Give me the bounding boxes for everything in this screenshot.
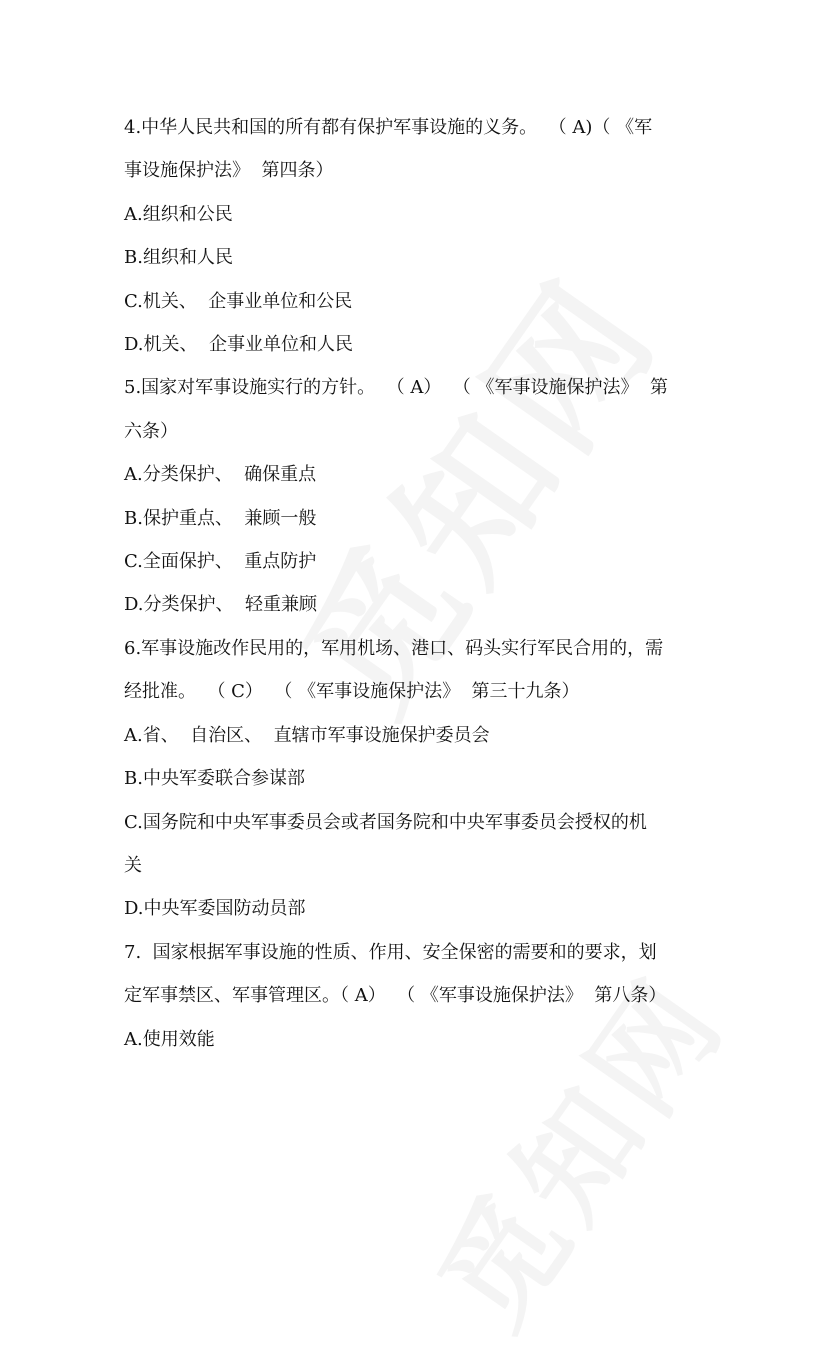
question-7-line-2: 定军事禁区、军事管理区。（ A） （ 《军事设施保护法》 第八条） [124, 985, 667, 1007]
question-6-option-d: D.中央军委国防动员部 [124, 898, 306, 920]
question-6-option-c-line-2: 关 [124, 854, 142, 876]
question-6-option-c-line-1: C.国务院和中央军事委员会或者国务院和中央军事委员会授权的机 [124, 811, 647, 833]
question-5-option-d: D.分类保护、 轻重兼顾 [124, 594, 317, 616]
document-body [124, 106, 714, 1061]
question-5-option-b: B.保护重点、 兼顾一般 [124, 507, 317, 529]
question-4-option-c: C.机关、 企事业单位和公民 [124, 290, 353, 312]
question-4-option-a: A.组织和公民 [124, 203, 233, 225]
question-5-option-c: C.全面保护、 重点防护 [124, 551, 317, 573]
question-7-option-a: A.使用效能 [124, 1028, 215, 1050]
question-6-option-b: B.中央军委联合参谋部 [124, 768, 305, 790]
question-4-option-b: B.组织和人民 [124, 247, 233, 269]
question-5-line-1: 5.国家对军事设施实行的方针。 （ A） （ 《军事设施保护法》 第 [124, 377, 668, 399]
question-4-option-d: D.机关、 企事业单位和人民 [124, 334, 353, 356]
question-7-line-1: 7. 国家根据军事设施的性质、作用、安全保密的需要和的要求，划 [124, 941, 657, 963]
question-6-option-a: A.省、 自治区、 直辖市军事设施保护委员会 [124, 724, 490, 746]
question-5-line-2: 六条） [124, 420, 178, 442]
question-6-line-1: 6.军事设施改作民用的，军用机场、港口、码头实行军民合用的，需 [124, 637, 664, 659]
question-4-line-2: 事设施保护法》 第四条） [124, 160, 334, 182]
question-5-option-a: A.分类保护、 确保重点 [124, 464, 317, 486]
question-6-line-2: 经批准。 （ C） （ 《军事设施保护法》 第三十九条） [124, 681, 580, 703]
question-4-line-1: 4.中华人民共和国的所有都有保护军事设施的义务。 （ A)（ 《军 [124, 117, 653, 138]
